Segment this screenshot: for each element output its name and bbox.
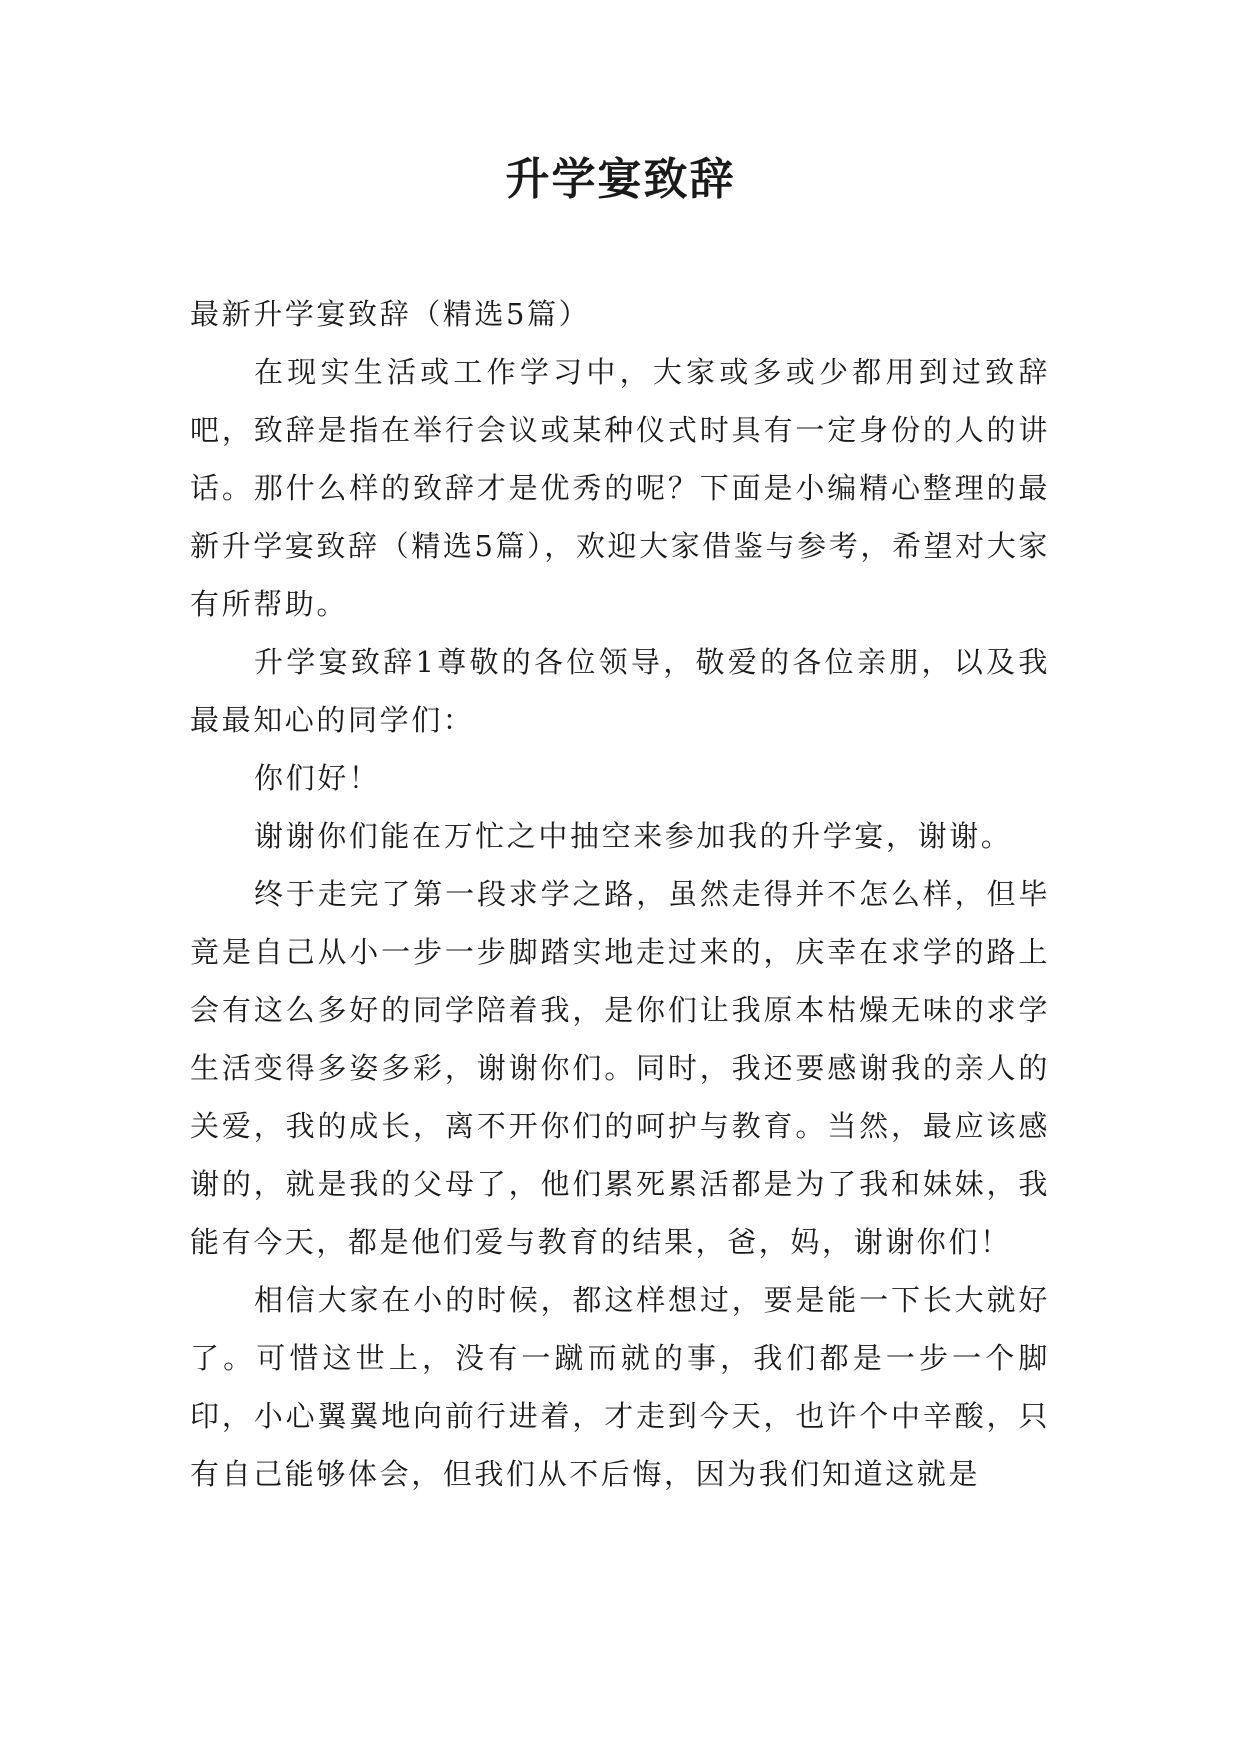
document-title: 升学宴致辞 bbox=[505, 154, 736, 205]
paragraph-gratitude: 终于走完了第一段求学之路，虽然走得并不怎么样，但毕竟是自己从小一步一步脚踏实地走过来的，庆幸在求学的路上会有这么多好的同学陪着我，是你们让我原本枯燥无味的求学生活变得多姿多彩，谢谢你们。同时，我还要感谢我的亲人的关爱，我的成长，离不开你们的呵护与教育。当然，最应该感谢的，就是我的父母了，他们累死累活都是为了我和妹妹，我能有今天，都是他们爱与教育的结果，爸，妈，谢谢你们！ bbox=[190, 877, 1050, 1259]
document-subtitle: 最新升学宴致辞（精选5篇） bbox=[190, 297, 591, 331]
paragraph-salutation: 升学宴致辞1尊敬的各位领导，敬爱的各位亲朋，以及我最最知心的同学们： bbox=[190, 645, 1050, 737]
paragraph-intro: 在现实生活或工作学习中，大家或多或少都用到过致辞吧，致辞是指在举行会议或某种仪式时具有一定身份的人的讲话。那什么样的致辞才是优秀的呢？下面是小编精心整理的最新升学宴致辞（精选5篇），欢迎大家借鉴与参考，希望对大家有所帮助。 bbox=[190, 355, 1050, 621]
paragraph-thanks: 谢谢你们能在万忙之中抽空来参加我的升学宴，谢谢。 bbox=[254, 819, 1013, 853]
paragraph-reflection: 相信大家在小的时候，都这样想过，要是能一下长大就好了。可惜这世上，没有一蹴而就的事，我们都是一步一个脚印，小心翼翼地向前行进着，才走到今天，也许个中辛酸，只有自己能够体会，但我们从不后悔，因为我们知道这就是 bbox=[190, 1283, 1050, 1491]
paragraph-greeting: 你们好！ bbox=[254, 761, 381, 795]
document-body bbox=[190, 285, 1050, 1503]
